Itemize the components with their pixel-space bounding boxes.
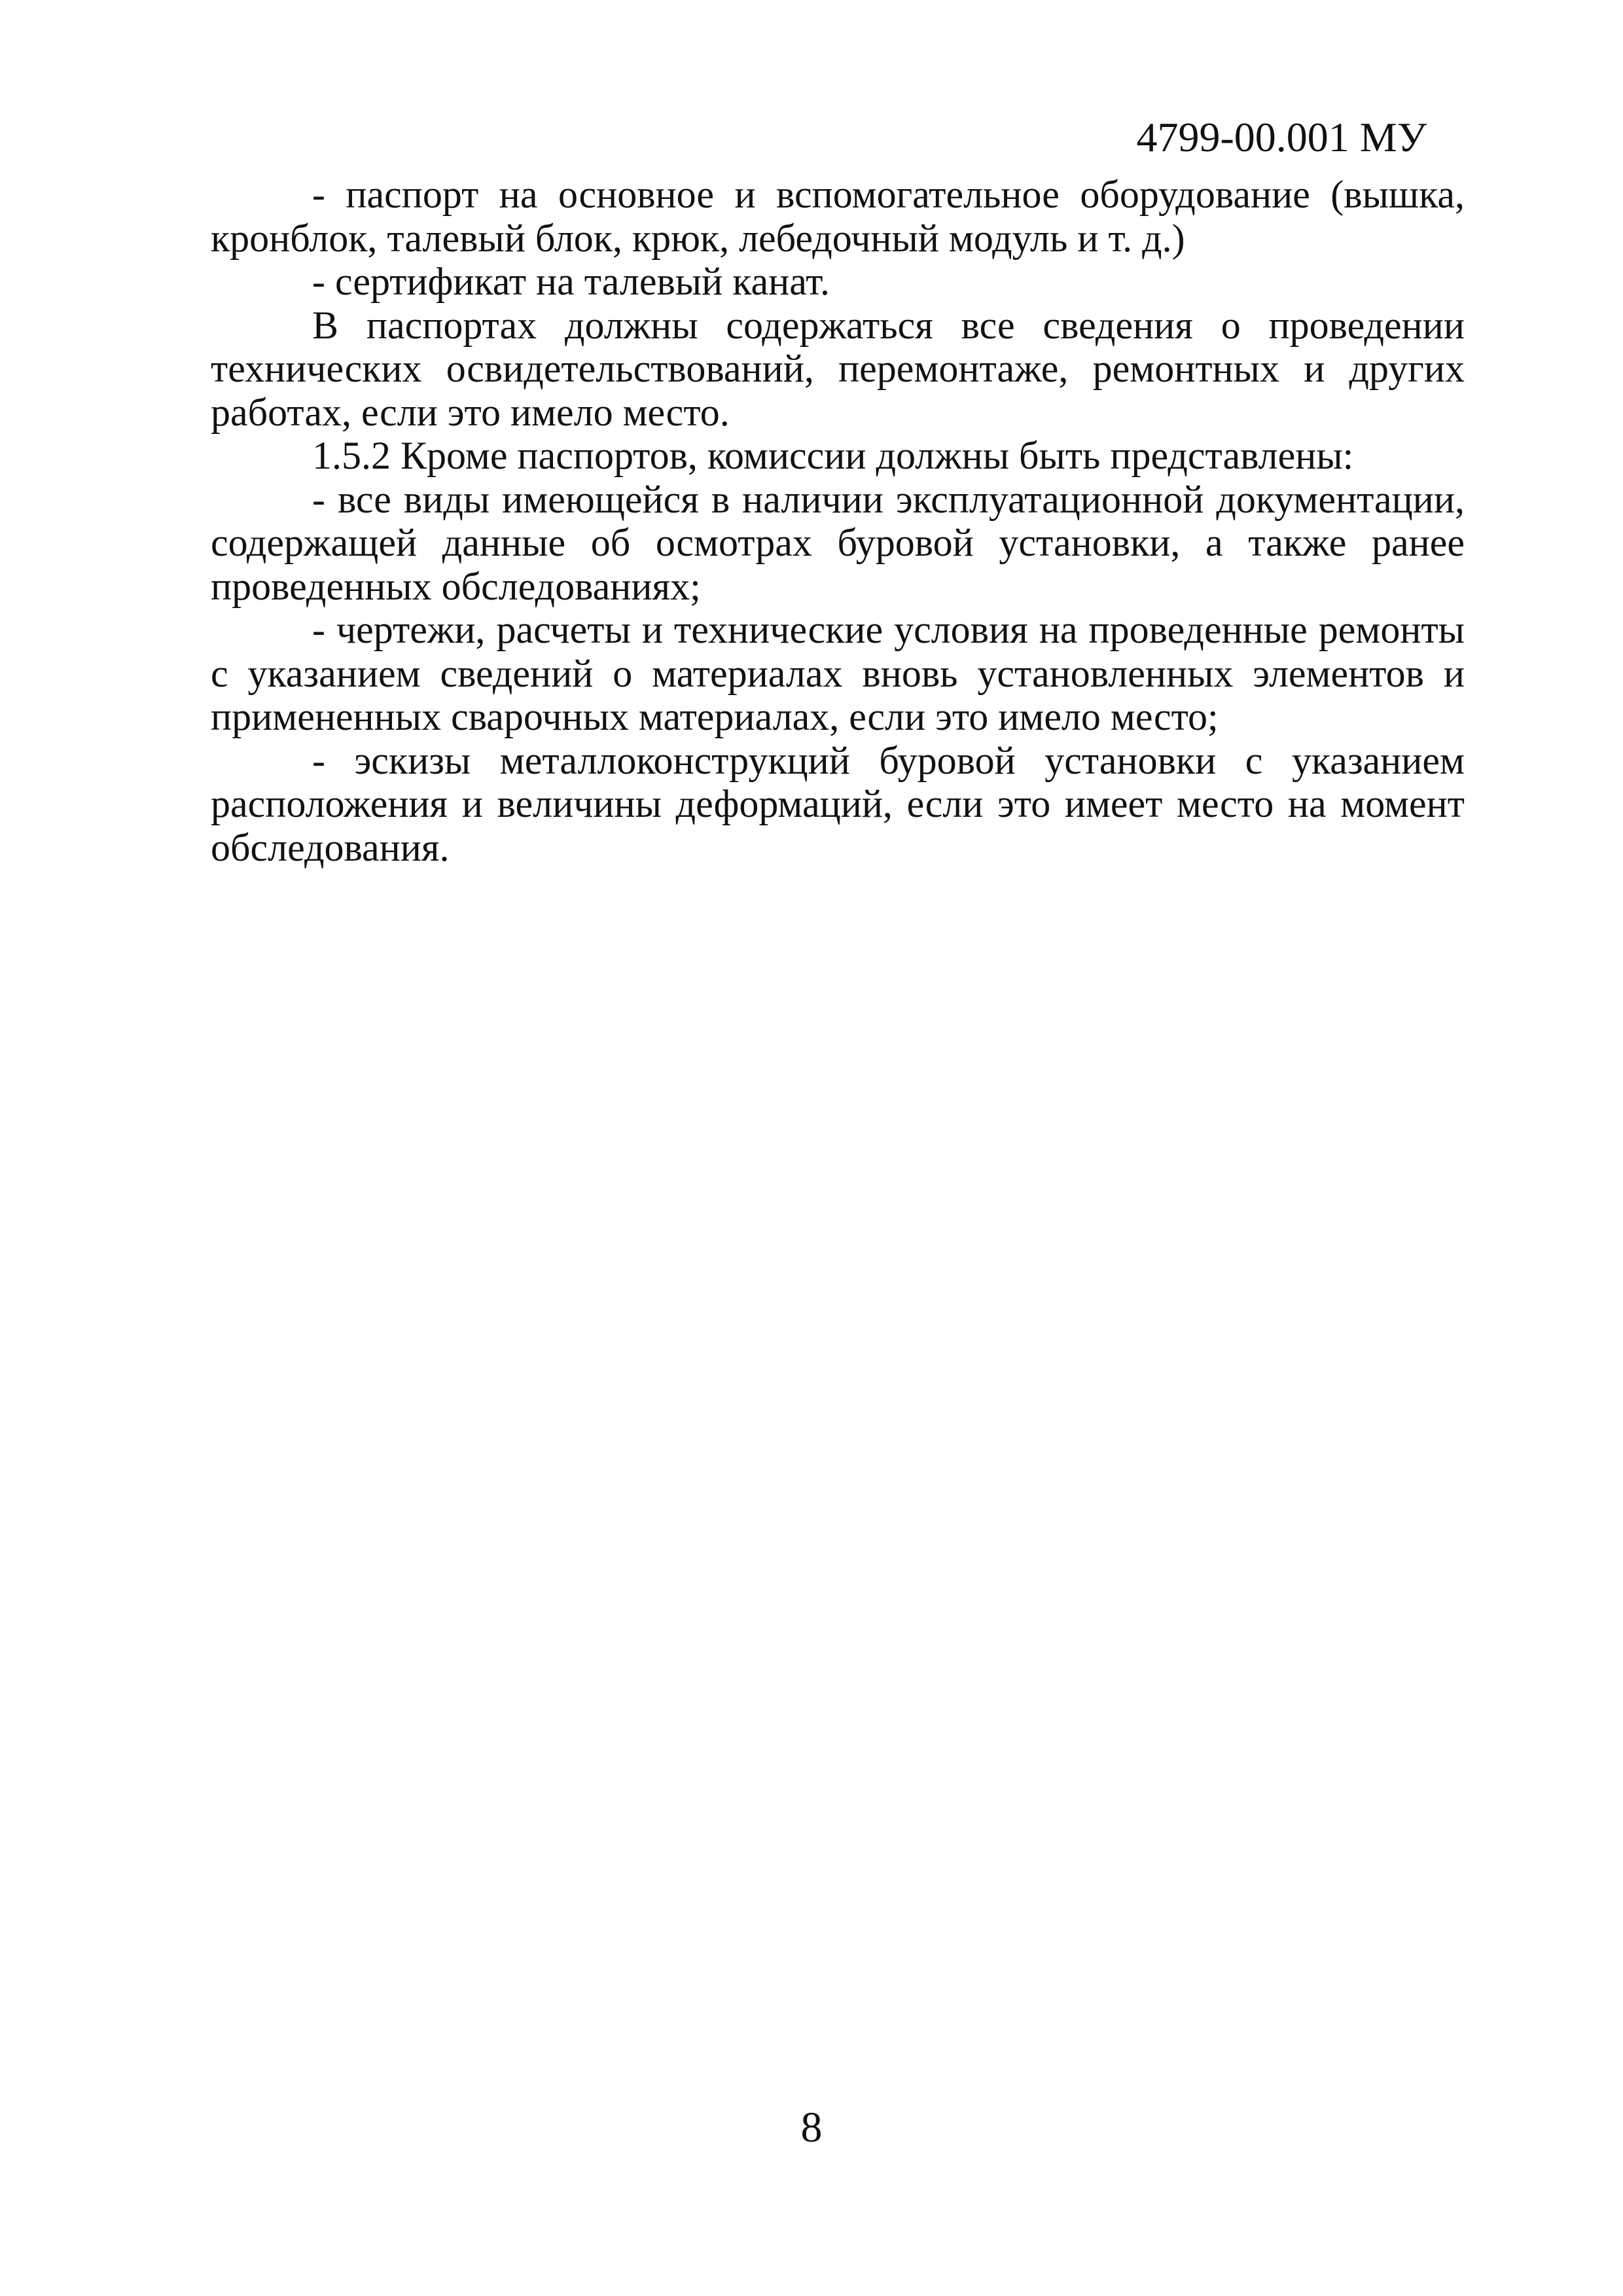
- paragraph-rope-certificate: - сертификат на талевый канат.: [312, 260, 830, 303]
- document-code: 4799-00.001 МУ: [1136, 114, 1427, 160]
- paragraph-operational-docs: - все виды имеющейся в наличии эксплуатационной документации, содержащей данные об осмотрах буровой установки, а также ранее проведенных обследованиях;: [211, 477, 1465, 608]
- paragraph-section-1-5-2: 1.5.2 Кроме паспортов, комиссии должны быть представлены:: [312, 434, 1354, 477]
- paragraph-equipment-passport: - паспорт на основное и вспомогательное оборудование (вышка, кронблок, талевый блок, крюк, лебедочный модуль и т. д.): [211, 173, 1465, 260]
- paragraph-passport-contents: В паспортах должны содержаться все сведения о проведении технических освидетельствований, перемонтаже, ремонтных и других работах, если это имело место.: [211, 303, 1465, 434]
- page-number: 8: [800, 2104, 823, 2151]
- paragraph-deformation-sketches: - эскизы металлоконструкций буровой установки с указанием расположения и величины деформаций, если это имеет место на момент обследования.: [211, 738, 1465, 869]
- paragraph-repair-drawings: - чертежи, расчеты и технические условия на проведенные ремонты с указанием сведений о материалах вновь установленных элементов и примененных сварочных материалах, если это имело место;: [211, 608, 1465, 738]
- document-body: [211, 173, 1465, 869]
